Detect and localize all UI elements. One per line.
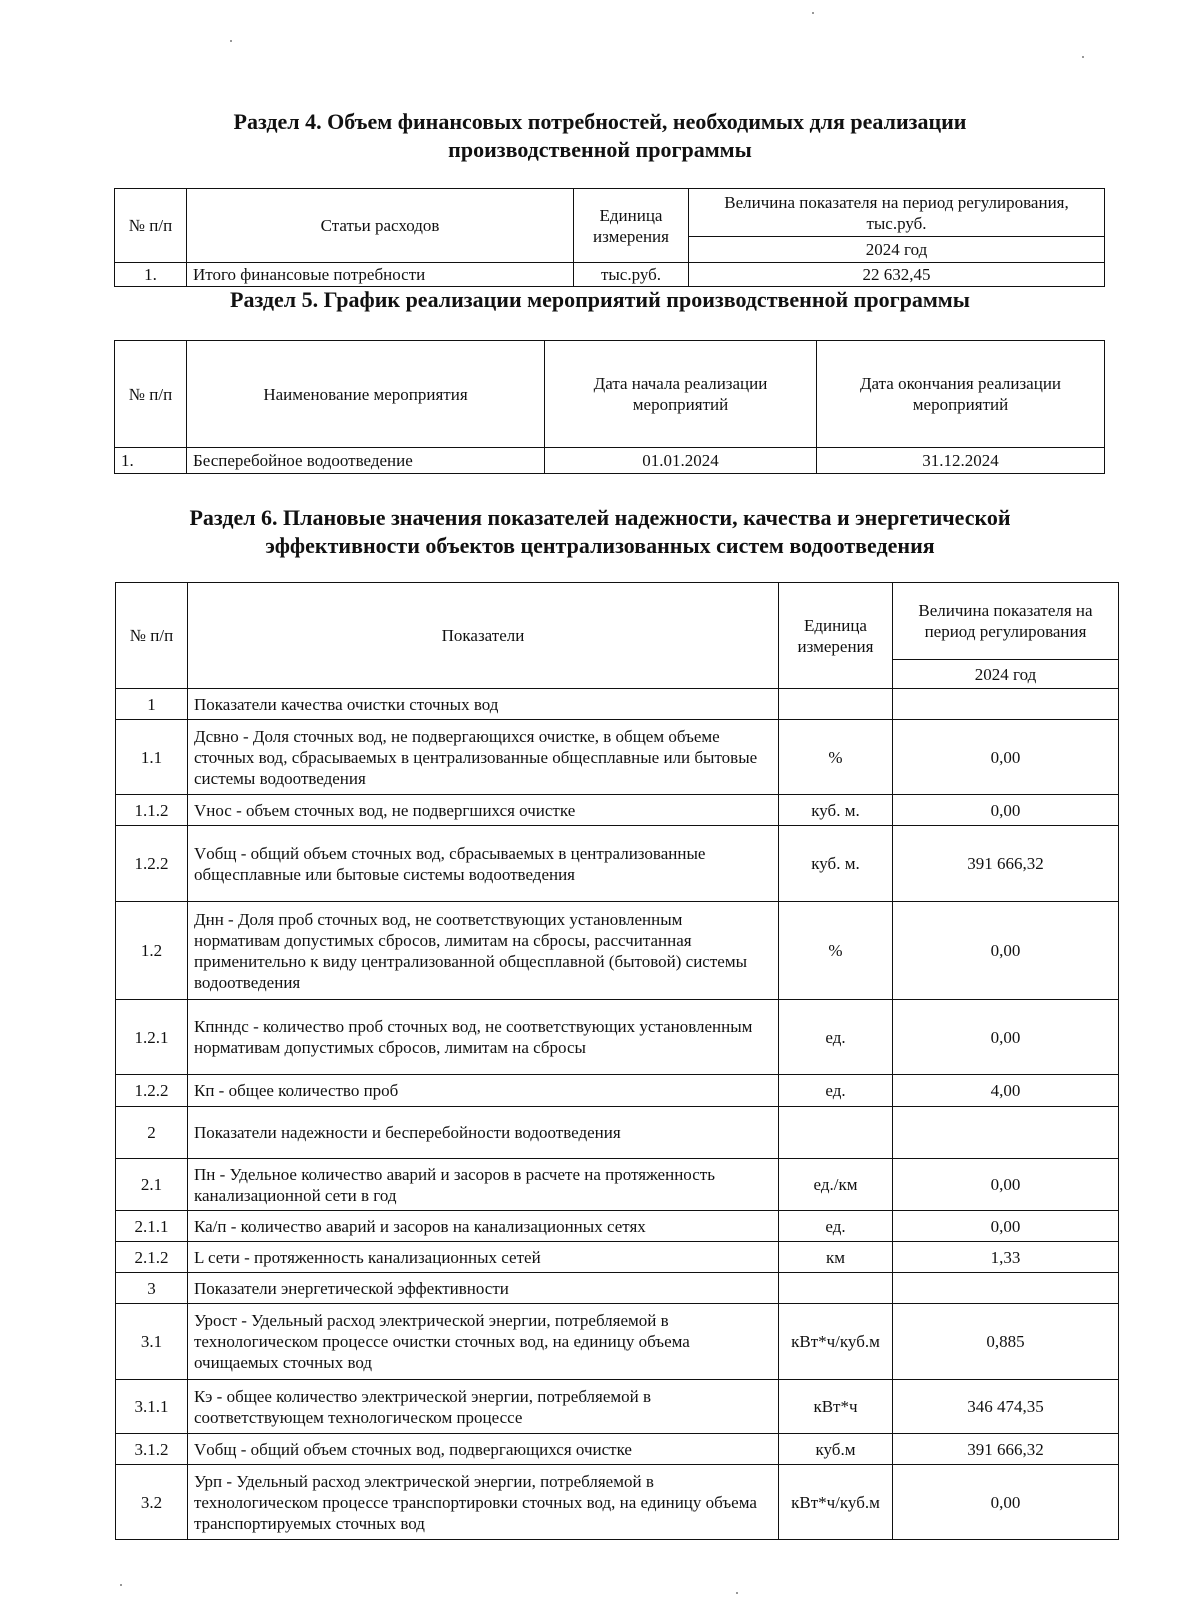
row-num: 1.2.2 <box>116 826 188 902</box>
financial-needs-table <box>114 188 1105 287</box>
row-value: 0,885 <box>893 1304 1119 1380</box>
table-row <box>116 1159 1119 1211</box>
row-unit: % <box>779 902 893 1000</box>
row-unit <box>779 1273 893 1304</box>
scan-speck <box>230 40 232 42</box>
section4-title-line1: Раздел 4. Объем финансовых потребностей, необходимых для реализации <box>233 109 967 134</box>
row-unit: кВт*ч/куб.м <box>779 1304 893 1380</box>
row-value: 4,00 <box>893 1075 1119 1107</box>
row-name: Урост - Удельный расход электрической энергии, потребляемой в технологическом процессе очистки сточных вод, на единицу объема очищаемых сточных вод <box>188 1304 779 1380</box>
row-num: 1.1 <box>116 720 188 795</box>
row-value: 0,00 <box>893 795 1119 826</box>
row-unit: куб. м. <box>779 826 893 902</box>
table-row <box>116 1242 1119 1273</box>
row-num: 1 <box>116 689 188 720</box>
row-name: Показатели качества очистки сточных вод <box>188 689 779 720</box>
row-value: 0,00 <box>893 1465 1119 1540</box>
table-row <box>115 448 1105 474</box>
header-num: № п/п <box>116 583 188 689</box>
row-num: 3 <box>116 1273 188 1304</box>
row-name: Кэ - общее количество электрической энергии, потребляемой в соответствующем технологическом процессе <box>188 1380 779 1434</box>
header-num: № п/п <box>115 189 187 263</box>
header-value: Величина показателя на период регулирования <box>893 583 1119 660</box>
row-num: 1. <box>115 448 187 474</box>
scan-speck <box>812 12 814 14</box>
row-value: 22 632,45 <box>689 263 1105 287</box>
header-year: 2024 год <box>893 660 1119 689</box>
row-value: 0,00 <box>893 902 1119 1000</box>
table-row <box>116 1107 1119 1159</box>
row-name: Кп - общее количество проб <box>188 1075 779 1107</box>
table-row <box>116 720 1119 795</box>
row-unit: ед. <box>779 1075 893 1107</box>
row-value: 0,00 <box>893 720 1119 795</box>
row-num: 1.2.1 <box>116 1000 188 1075</box>
row-name: Урп - Удельный расход электрической энергии, потребляемой в технологическом процессе транспортировки сточных вод, на единицу объема транспортируемых сточных вод <box>188 1465 779 1540</box>
table-row <box>116 1380 1119 1434</box>
table-row <box>116 826 1119 902</box>
row-num: 2.1.2 <box>116 1242 188 1273</box>
table-row <box>116 1000 1119 1075</box>
row-name: Кпнндс - количество проб сточных вод, не соответствующих установленным нормативам допустимых сбросов, лимитам на сбросы <box>188 1000 779 1075</box>
header-num: № п/п <box>115 341 187 448</box>
section5-title-text: Раздел 5. График реализации мероприятий производственной программы <box>230 287 970 312</box>
row-name: Дсвно - Доля сточных вод, не подвергающихся очистке, в общем объеме сточных вод, сбрасываемых в централизованные общесплавные или бытовые системы водоотведения <box>188 720 779 795</box>
row-name: Пн - Удельное количество аварий и засоров в расчете на протяженность канализационной сети в год <box>188 1159 779 1211</box>
row-unit: % <box>779 720 893 795</box>
row-name: Ка/п - количество аварий и засоров на канализационных сетях <box>188 1211 779 1242</box>
section6-title <box>0 504 1200 560</box>
row-unit: км <box>779 1242 893 1273</box>
header-unit: Единица измерения <box>574 189 689 263</box>
header-event-name: Наименование мероприятия <box>187 341 545 448</box>
scan-speck <box>120 1584 122 1586</box>
row-name: Vобщ - общий объем сточных вод, сбрасываемых в централизованные общесплавные или бытовые системы водоотведения <box>188 826 779 902</box>
row-unit: ед. <box>779 1000 893 1075</box>
row-value: 346 474,35 <box>893 1380 1119 1434</box>
row-value: 0,00 <box>893 1211 1119 1242</box>
table-row <box>116 1434 1119 1465</box>
row-unit: тыс.руб. <box>574 263 689 287</box>
row-value: 391 666,32 <box>893 1434 1119 1465</box>
header-year: 2024 год <box>689 237 1105 263</box>
table-row <box>116 1211 1119 1242</box>
row-name: Днн - Доля проб сточных вод, не соответствующих установленным нормативам допустимых сбросов, лимитам на сбросы, рассчитанная применительно к виду централизованной общесплавной (бытовой) системы водоотведения <box>188 902 779 1000</box>
header-indicators: Показатели <box>188 583 779 689</box>
table-row <box>116 1273 1119 1304</box>
row-start-date: 01.01.2024 <box>545 448 817 474</box>
table-row <box>115 263 1105 287</box>
row-value: 391 666,32 <box>893 826 1119 902</box>
row-name: Показатели энергетической эффективности <box>188 1273 779 1304</box>
header-expense-items: Статьи расходов <box>187 189 574 263</box>
row-unit: ед. <box>779 1211 893 1242</box>
table-row <box>116 1304 1119 1380</box>
section6-title-line1: Раздел 6. Плановые значения показателей надежности, качества и энергетической <box>189 505 1011 530</box>
scan-speck <box>736 1592 738 1594</box>
header-start-date: Дата начала реализации мероприятий <box>545 341 817 448</box>
row-num: 1.2 <box>116 902 188 1000</box>
row-value: 0,00 <box>893 1000 1119 1075</box>
row-unit: ед./км <box>779 1159 893 1211</box>
row-value <box>893 689 1119 720</box>
table-row <box>116 795 1119 826</box>
row-num: 2.1 <box>116 1159 188 1211</box>
row-name: L сети - протяженность канализационных сетей <box>188 1242 779 1273</box>
row-name: Vнос - объем сточных вод, не подвергшихся очистке <box>188 795 779 826</box>
header-end-date: Дата окончания реализации мероприятий <box>817 341 1105 448</box>
table-row <box>116 1465 1119 1540</box>
row-name: Vобщ - общий объем сточных вод, подвергающихся очистке <box>188 1434 779 1465</box>
section4-title-line2: производственной программы <box>448 137 752 162</box>
table-row <box>116 689 1119 720</box>
row-unit <box>779 689 893 720</box>
scan-speck <box>1082 56 1084 58</box>
row-end-date: 31.12.2024 <box>817 448 1105 474</box>
section5-title <box>0 286 1200 314</box>
table-row <box>116 1075 1119 1107</box>
section4-title <box>0 108 1200 164</box>
row-unit <box>779 1107 893 1159</box>
row-num: 2.1.1 <box>116 1211 188 1242</box>
header-unit: Единица измерения <box>779 583 893 689</box>
row-name: Показатели надежности и бесперебойности водоотведения <box>188 1107 779 1159</box>
header-value: Величина показателя на период регулирования, тыс.руб. <box>689 189 1105 237</box>
table-row <box>116 902 1119 1000</box>
row-value <box>893 1107 1119 1159</box>
row-num: 1.2.2 <box>116 1075 188 1107</box>
row-num: 2 <box>116 1107 188 1159</box>
row-num: 3.2 <box>116 1465 188 1540</box>
row-name: Итого финансовые потребности <box>187 263 574 287</box>
row-value <box>893 1273 1119 1304</box>
row-name: Бесперебойное водоотведение <box>187 448 545 474</box>
schedule-table <box>114 340 1105 474</box>
section6-title-line2: эффективности объектов централизованных систем водоотведения <box>265 533 935 558</box>
row-unit: куб.м <box>779 1434 893 1465</box>
row-num: 1.1.2 <box>116 795 188 826</box>
indicators-table <box>115 582 1119 1540</box>
row-num: 3.1 <box>116 1304 188 1380</box>
row-num: 1. <box>115 263 187 287</box>
row-num: 3.1.2 <box>116 1434 188 1465</box>
row-unit: кВт*ч <box>779 1380 893 1434</box>
row-unit: куб. м. <box>779 795 893 826</box>
row-value: 1,33 <box>893 1242 1119 1273</box>
row-num: 3.1.1 <box>116 1380 188 1434</box>
row-unit: кВт*ч/куб.м <box>779 1465 893 1540</box>
row-value: 0,00 <box>893 1159 1119 1211</box>
